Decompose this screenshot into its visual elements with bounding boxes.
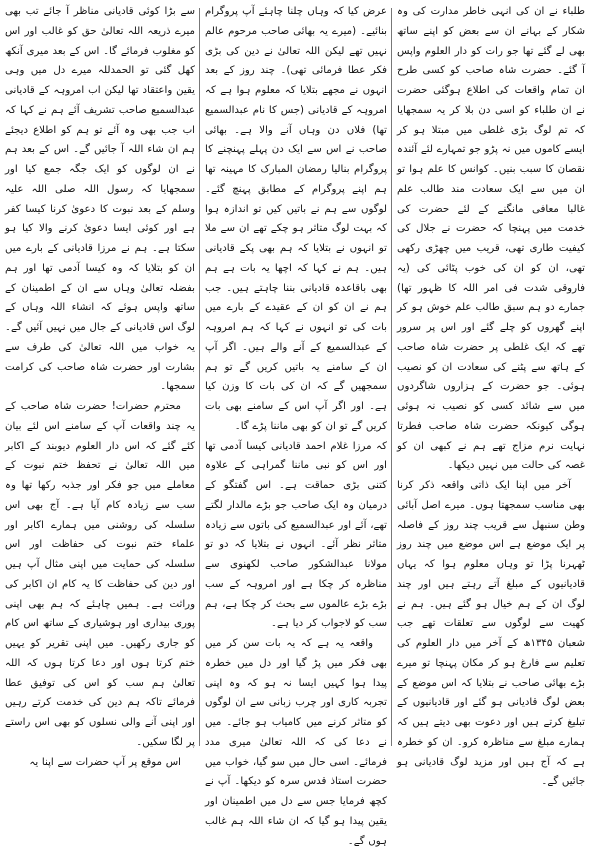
paragraph: طلباء نے ان کی انہی خاطر مدارت کی وہ شکار کے بہانے ان سے بعض کو اپنے ساتھ بھی لے گئے تھا جو رات کو دار العلوم واپس آ گئے۔ حضرت شاہ صاحب کو کسی طرح ان تمام واقعات کی اطلاع ہوگئی حضرت نے ان طلباء کو اسی دن بلا کر یہ سمجھایا کہ تم لوگ بڑی غلطی میں مبتلا ہو کر ایسے کاموں میں نہ پڑو جو تمہارے لئے آئندہ نقصان کا سبب بنیں۔ کوانس کا علم ہوا تو ان میں سے ایک سعادت مند طالب علم غالبا معافی مانگنے کے لئے حضرت کی خدمت میں پہنچا کہ حضرت نے جلال کی کیفیت طاری تھی، قریب میں چھڑی رکھی تھی، ان کو ان کی خوب پٹائی کی (یہ فاروقی شدت فی امر اللہ کا ظہور تھا) جمارے دو ہم سبق طالب علم خوش ہو کر اپنے گھروں کو چلے گئے اور اس پر سرور تھے کہ ایک غلطی پر حضرت شاہ صاحب کے ہاتھ سے پٹنے کی سعادت ان کو نصیب ہوئی۔ جو حضرت کے ہزاروں شاگردوں میں سے شائد کسی کو نصیب نہ ہوئی ہوگی کیونکہ حضرت شاہ صاحب فطرتا نہایت نرم مزاج تھے ہم نے کبھی ان کو غصہ کی حالت میں نہیں دیکھا۔ [397, 6, 585, 472]
article-column-left [5, 2, 195, 768]
paragraph: واقعہ یہ ہے کہ یہ بات سن کر میں بھی فکر میں پڑ گیا اور دل میں خطرہ پیدا ہوا کہیں ایسا نہ ہو کہ وہ اپنی تجربہ کاری اور چرب زبانی سے ان لوگوں کو متاثر کرنے میں کامیاب ہو جائے۔ میں نے دعا کی کہ اللہ تعالیٰ میری مدد فرمائے۔ اسی حال میں سو گیا، خواب میں حضرت استاذ قدس سرہ کو دیکھا۔ آپ نے کچھ فرمایا جس سے دل میں اطمینان اور یقین پیدا ہو گیا کہ ان شاء اللہ ہم غالب ہوں گے۔ [205, 638, 387, 847]
article-column-right [397, 2, 585, 788]
paragraph: کہ مرزا غلام احمد قادیانی کیسا آدمی تھا اور اس کو نبی ماننا گمراہی کے علاوہ کتنی بڑی حماقت ہے۔ اس گفتگو کے درمیان وہ ایک صاحب جو بڑے مالدار لگتے تھے، آئے اور عبدالسمیع کی باتوں سے زیادہ متاثر نظر آئے۔ انہوں نے بتلایا کہ دو تو مولانا عبدالشکور صاحب لکھنوی سے مناظرہ کر چکا ہے اور امروہہ کے سب بڑے بڑے عالموں سے بحث کر چکا ہے، ہم سب کو لاجواب کر دیا ہے۔ [205, 440, 387, 630]
paragraph: آخر میں اپنا ایک ذاتی واقعہ ذکر کرنا بھی مناسب سمجھتا ہوں۔ میرے اصل آبائی وطن سنبھل سے قریب چند روز کے فاصلہ پر ایک موضع ہے اس موضع میں چند روز ٹھہرنا پڑا تو وہاں معلوم ہوا کہ یہاں قادیانیوں کے مبلغ آتے رہتے ہیں اور چند لوگ ان کے ہم خیال ہو گئے ہیں۔ ہم نے کھیت سے لوگوں سے تعلقات تھے جب شعبان ۱۳۴۵ھ کے آخر میں دار العلوم کی تعلیم سے فارغ ہو کر مکان پہنچا تو میرے بڑے بھائی صاحب نے بتلایا کہ اس موضع کے بعض لوگ قادیانی ہو گئے اور قادیانیوں کے تبلیغ کرتے ہیں اور دعوت بھی دیتے ہیں کہ ہمارے مبلغ سے مناظرہ کرو۔ ان کو خطرہ ہے کہ آج ہیں اور مزید لوگ قادیانی ہو جائیں گے۔ [397, 480, 585, 788]
article-column-middle [205, 2, 387, 847]
newspaper-page [5, 2, 585, 847]
paragraph: عرض کیا کہ وہاں چلنا چاہئے آپ پروگرام بنائیے۔ (میرے یہ بھائی صاحب مرحوم عالم نہیں تھے لیکن اللہ تعالیٰ نے دین کی بڑی فکر عطا فرمائی تھی)۔ چند روز کے بعد انہوں نے مجھے بتلایا کہ معلوم ہوا ہے کہ امروہہ کے قادیانی (جس کا نام عبدالسمیع تھا) فلاں دن وہاں آنے والا ہے۔ بھائی صاحب نے اس سے ایک دن پہلے پہنچنے کا پروگرام بنالیا رمضان المبارک کا مہینہ تھا ہم اپنے پروگرام کے مطابق پہنچ گئے۔ لوگوں سے ہم نے باتیں کیں تو اندازہ ہوا کہ بہت لوگ متاثر ہو چکے تھے ان سے ملا تو انہوں نے بتلایا کہ ہم بھی پکے قادیانی ہیں۔ ہم نے کہا کہ اچھا یہ بات ہے ہم بھی باقاعدہ قادیانی بننا چاہتے ہیں۔ جب ہم نے ان کو ان کے عقیدے کے بارے میں بات کی تو انہوں نے کہا کہ ہم امروہہ کے عبدالسمیع کے آنے والے ہیں۔ اگر آپ ان کے سامنے یہ باتیں کریں گے تو ہم سمجھیں گے کہ ان کی بات کا وزن کیا ہے۔ اور اگر آپ اس کے سامنے بھی بات کریں گے تو ان کو بھی ماننا پڑے گا۔ [205, 6, 387, 432]
column-divider [199, 8, 200, 746]
column-divider [391, 8, 392, 746]
paragraph: سے بڑا کوئی قادیانی مناظر آ جائے تب بھی میرے ذریعہ اللہ تعالیٰ حق کو غالب اور اس کو مغلوب فرمائے گا۔ اس کے بعد میری آنکھ کھل گئی تو الحمدللہ میرے دل میں وہی یقین واعتقاد تھا لیکن اب امروہہ کے قادیانی عبدالسمیع صاحب تشریف آئے ہم نے کہا کہ اب جب بھی وہ آئے تو ہم کو اطلاع دیجئے ہم ان شاء اللہ آ جائیں گے۔ اس کے بعد ہم نے ان لوگوں کو ایک جگہ جمع کیا اور سمجھایا کہ رسول اللہ صلی اللہ علیہ وسلم کے بعد نبوت کا دعویٰ کرنا کیسا کفر ہے اور کوئی ایسا دعویٰ کرنے والا کیا ہو سکتا ہے۔ ہم نے مرزا قادیانی کے بارے میں ان کو بتلایا کہ وہ کیسا آدمی تھا اور ہم بفضلہ تعالیٰ وہاں سے ان کے اطمینان کے ساتھ واپس ہوئے کہ انشاء اللہ وہاں کے لوگ اس قادیانی کے جال میں نہیں آئیں گے۔ یہ خواب میں اللہ تعالیٰ کی طرف سے بشارت اور حضرت شاہ صاحب کی کرامت سمجھا۔ [5, 6, 195, 393]
paragraph: اس موقع پر آپ حضرات سے اپنا یہ [29, 756, 181, 768]
paragraph: محترم حضرات! حضرت شاہ صاحب کے یہ چند واقعات آپ کے سامنے اس لئے بیان کئے گئے کہ اس دار العلوم دیوبند کے اکابر میں اللہ تعالیٰ نے تحفظ ختم نبوت کے معاملے میں جو فکر اور جذبہ رکھا تھا وہ سب سے زیادہ کام آیا ہے۔ آج بھی اس سلسلہ کی روشنی میں ہمارے اکابر اور علماء ختم نبوت کی حفاظت اور اس سلسلہ کی حمایت میں اپنی مثال آپ ہیں اور دین کی حفاظت کا یہ کام ان اکابر کی وراثت ہے۔ ہمیں چاہئے کہ ہم بھی اپنی پوری بیداری اور ہوشیاری کے ساتھ اس کام کو جاری رکھیں۔ میں اپنی تقریر کو یہیں ختم کرتا ہوں اور دعا کرتا ہوں کہ اللہ تعالیٰ ہم سب کو اس کی توفیق عطا فرمائے تاکہ ہم دین کی خدمت کرتے رہیں اور اپنی آنے والی نسلوں کو بھی اس راستے پر لگا سکیں۔ [5, 401, 195, 748]
